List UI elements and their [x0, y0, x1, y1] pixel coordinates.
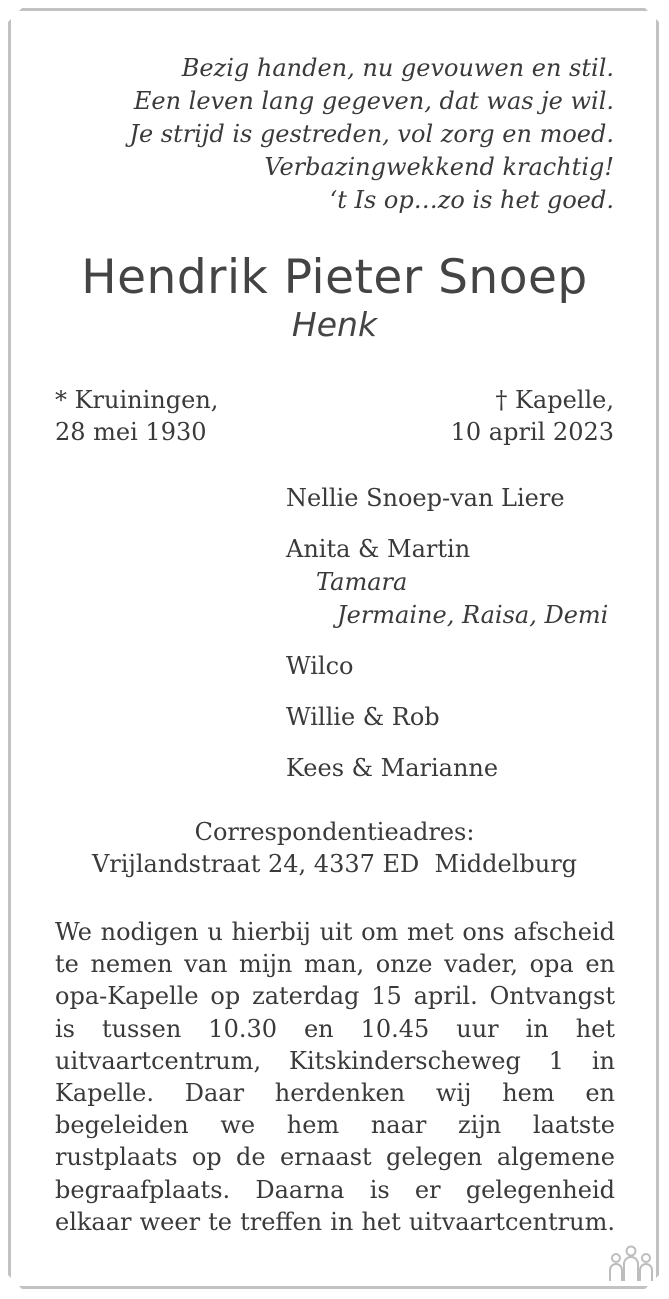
family-group-names: Wilco	[286, 652, 354, 680]
family-list	[286, 482, 608, 785]
poem-line: ‘t Is op…zo is het goed.	[329, 186, 614, 214]
poem-line: Verbazingwekkend krachtig!	[264, 153, 614, 181]
birth-date: 28 mei 1930	[55, 418, 207, 446]
spouse: Nellie Snoep-van Liere	[286, 484, 565, 512]
grandchild: Tamara	[316, 568, 408, 596]
correspondence-label: Correspondentieadres:	[194, 818, 475, 846]
family-group-names: Kees & Marianne	[286, 754, 499, 782]
deceased-name: Hendrik Pieter Snoep	[81, 250, 588, 305]
great-grandchildren: Jermaine, Raisa, Demi	[337, 601, 609, 629]
death-date: 10 april 2023	[450, 418, 614, 446]
death-place: † Kapelle,	[495, 386, 614, 414]
correspondence	[0, 816, 669, 880]
poem-line: Een leven lang gegeven, dat was je wil.	[133, 87, 614, 115]
correspondence-address: Vrijlandstraat 24, 4337 ED Middelburg	[91, 850, 578, 878]
family-group-names: Willie & Rob	[286, 703, 440, 731]
family-group-names: Anita & Martin	[286, 535, 471, 563]
death-info	[451, 384, 614, 448]
birth-place: * Kruiningen,	[55, 386, 219, 414]
deceased-nickname: Henk	[291, 305, 378, 344]
poem	[129, 52, 614, 217]
invitation-text: We nodigen u hierbij uit om met ons afscheid te nemen van mijn man, onze vader, opa en opa-Kapelle op zaterdag 15 april. Ontvangst is tussen 10.30 en 10.45 uur in het uitvaartcentrum, Kitskinderscheweg 1 in Kapelle. Daar herdenken wij hem en begeleiden we hem naar zijn laatste rustplaats op de ernaast gelegen algemene begraafplaats. Daarna is er gelegenheid elkaar weer te treffen in het uitvaartcentrum.	[55, 918, 615, 1236]
poem-line: Bezig handen, nu gevouwen en stil.	[181, 54, 614, 82]
poem-line: Je strijd is gestreden, vol zorg en moed.	[129, 120, 614, 148]
people-group-icon	[607, 1245, 655, 1285]
birth-info	[55, 384, 218, 448]
